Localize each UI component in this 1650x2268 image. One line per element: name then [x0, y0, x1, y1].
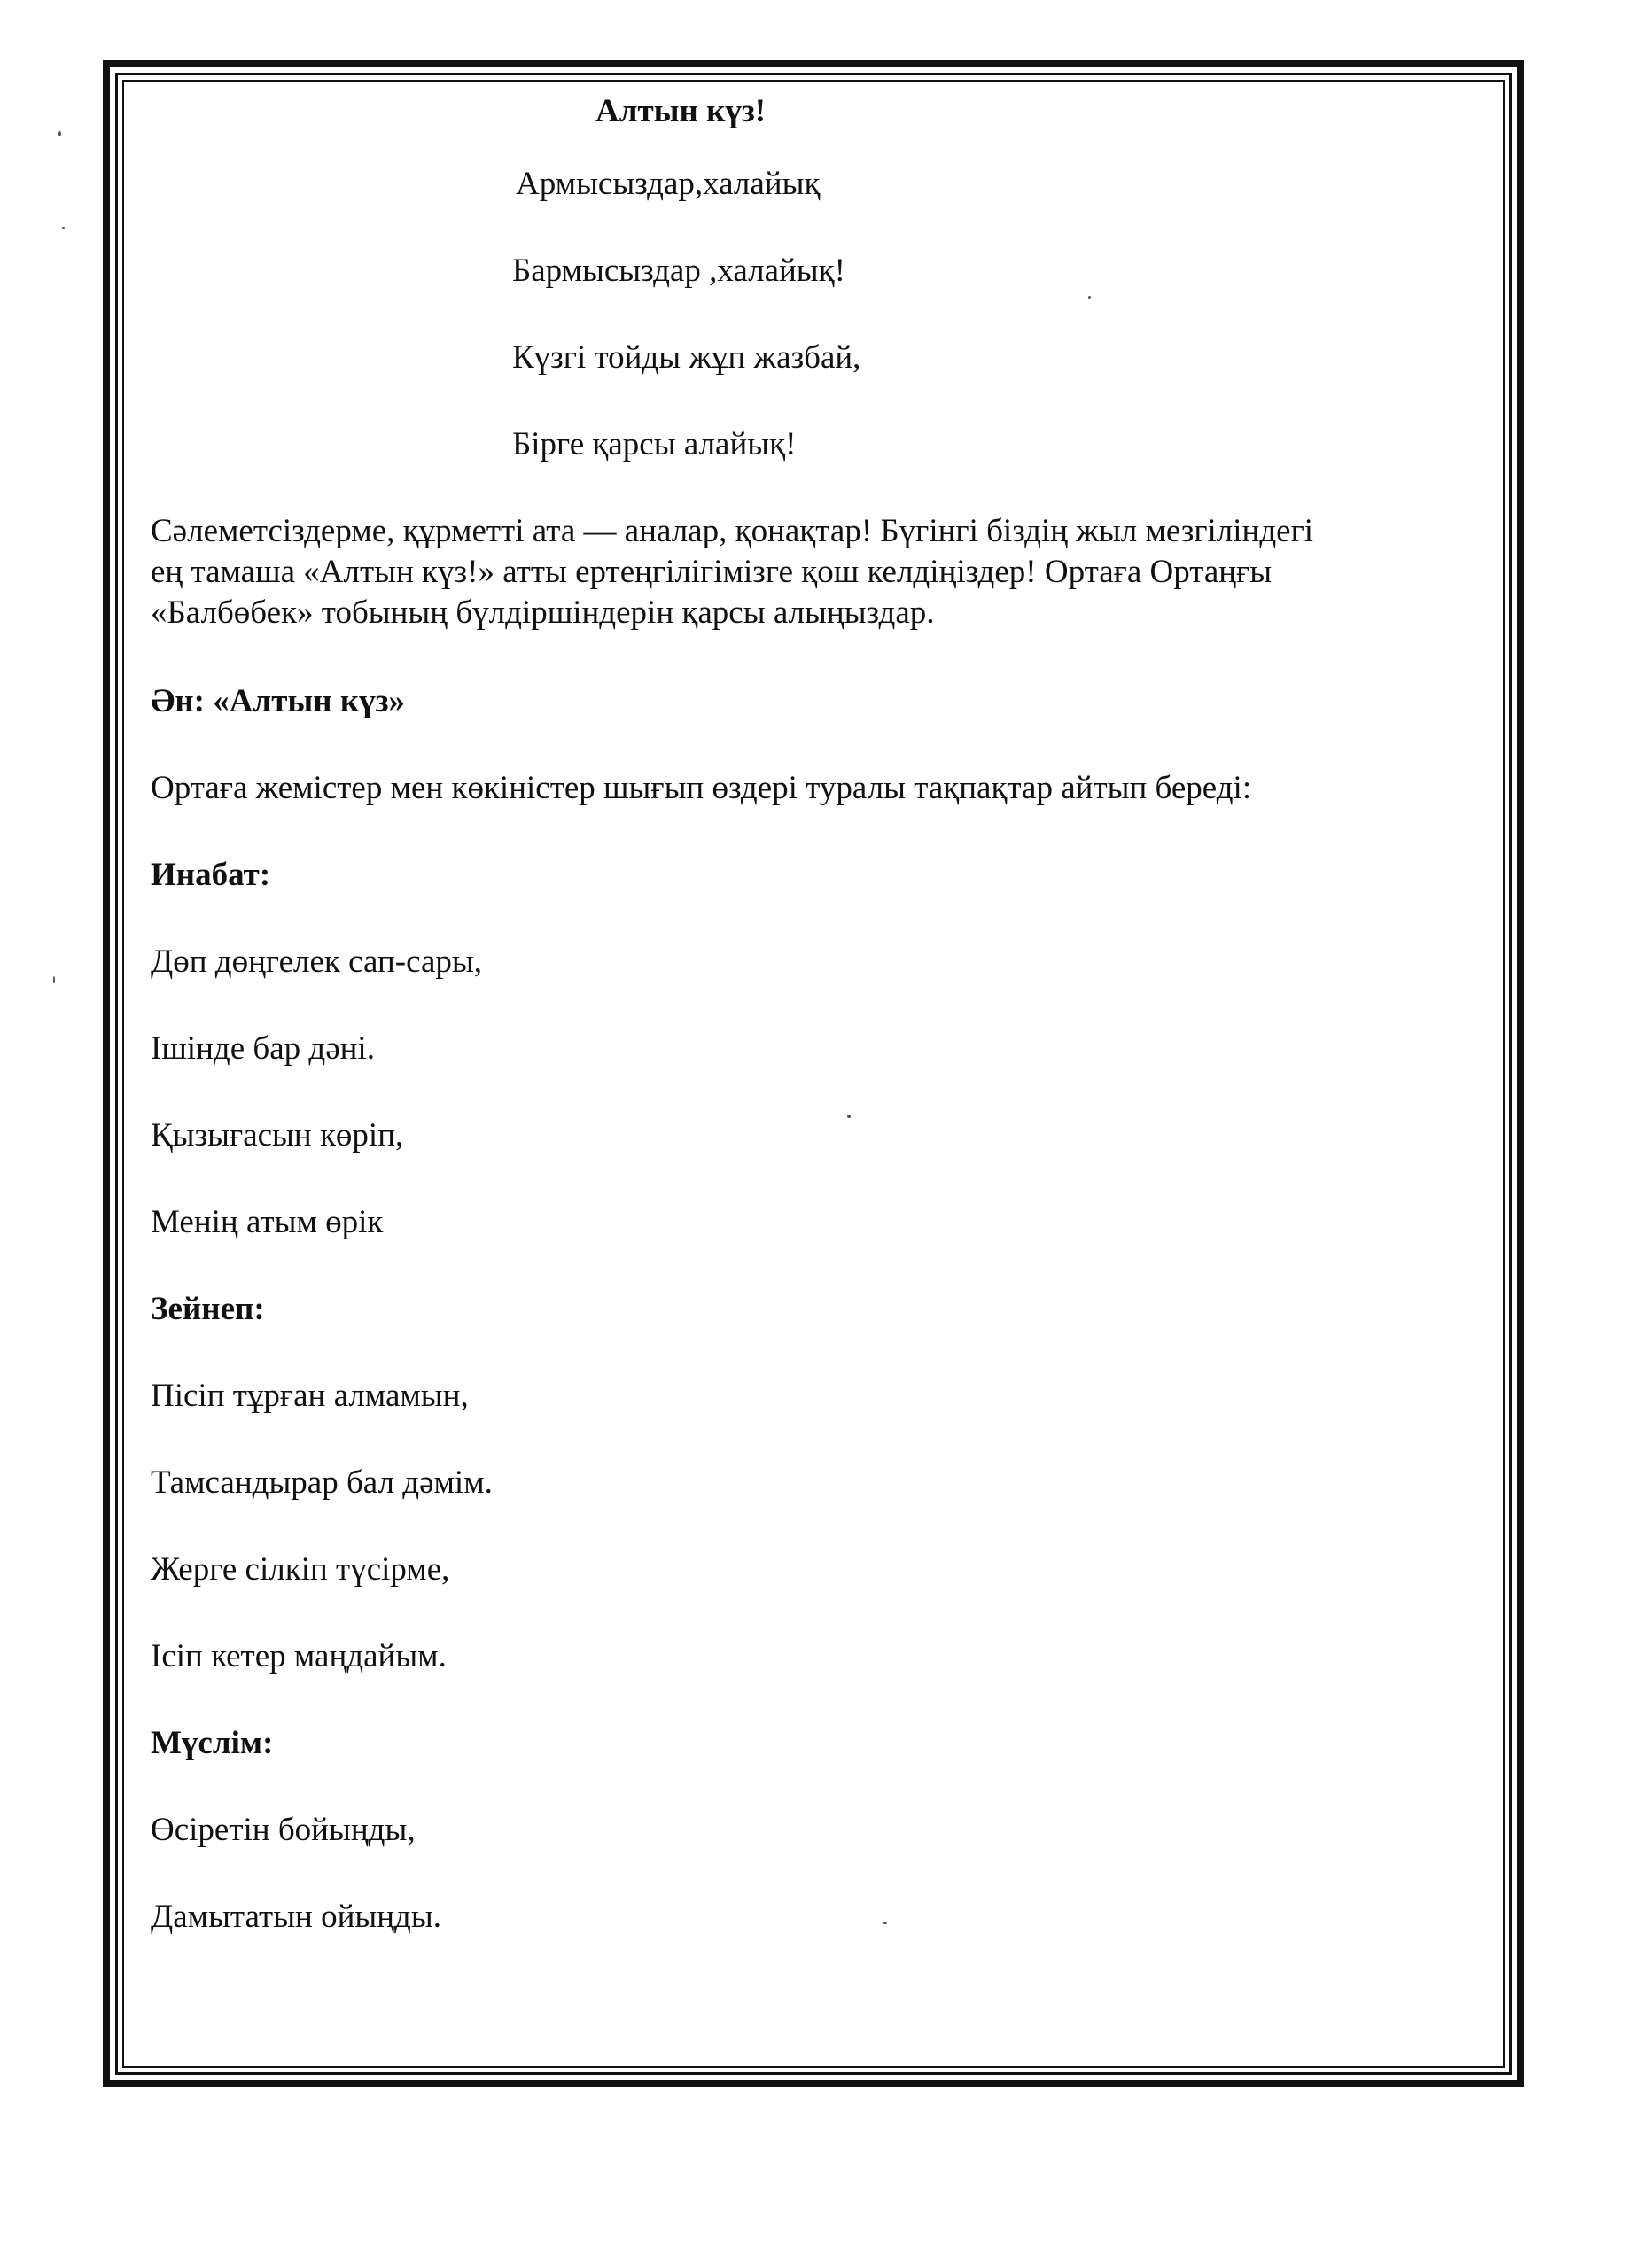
verse-line: Өсіретін бойыңды, [151, 1812, 416, 1848]
opening-poem-line: Күзгі тойды жұп жазбай, [512, 339, 861, 376]
opening-poem-line: Армысыздар,халайық [516, 166, 821, 202]
verse-line: Менің атым өрік [151, 1204, 384, 1240]
verse-line: Жерге сілкіп түсірме, [151, 1551, 450, 1588]
verse-line: Ішінде бар дәні. [151, 1030, 375, 1067]
opening-poem-line: Бармысыздар ,халайық! [512, 252, 845, 289]
verse-line: Дөп дөңгелек сап-сары, [151, 944, 482, 980]
greeting-line: Сәлеметсіздерме, құрметті ата — аналар, қонақтар! Бүгінгі біздің жыл мезгіліндегі [151, 513, 1314, 549]
verse-line: Тамсандырар бал дәмім. [151, 1464, 493, 1501]
greeting-line: ең тамаша «Алтын күз!» атты ертеңгілігімізге қош келдіңіздер! Ортаға Ортаңғы [151, 554, 1273, 590]
intro-line: Ортаға жемістер мен көкіністер шығып өздері туралы тақпақтар айтып береді: [151, 770, 1252, 806]
song-heading: Ән: «Алтын күз» [151, 683, 406, 719]
opening-poem-line: Бірге қарсы алайық! [512, 426, 797, 462]
verse-line: Пісіп тұрған алмамын, [151, 1378, 469, 1414]
verse-line: Ісіп кетер маңдайым. [151, 1638, 447, 1674]
document-title: Алтын күз! [595, 93, 767, 129]
speaker-name: Инабат: [151, 857, 271, 893]
greeting-line: «Балбөбек» тобының бүлдіршіндерін қарсы алыңыздар. [151, 594, 935, 631]
speaker-name: Зейнеп: [151, 1291, 265, 1327]
verse-line: Қызығасын көріп, [151, 1117, 404, 1153]
verse-line: Дамытатын ойыңды. [151, 1899, 441, 1935]
speaker-name: Мүслім: [151, 1725, 274, 1761]
